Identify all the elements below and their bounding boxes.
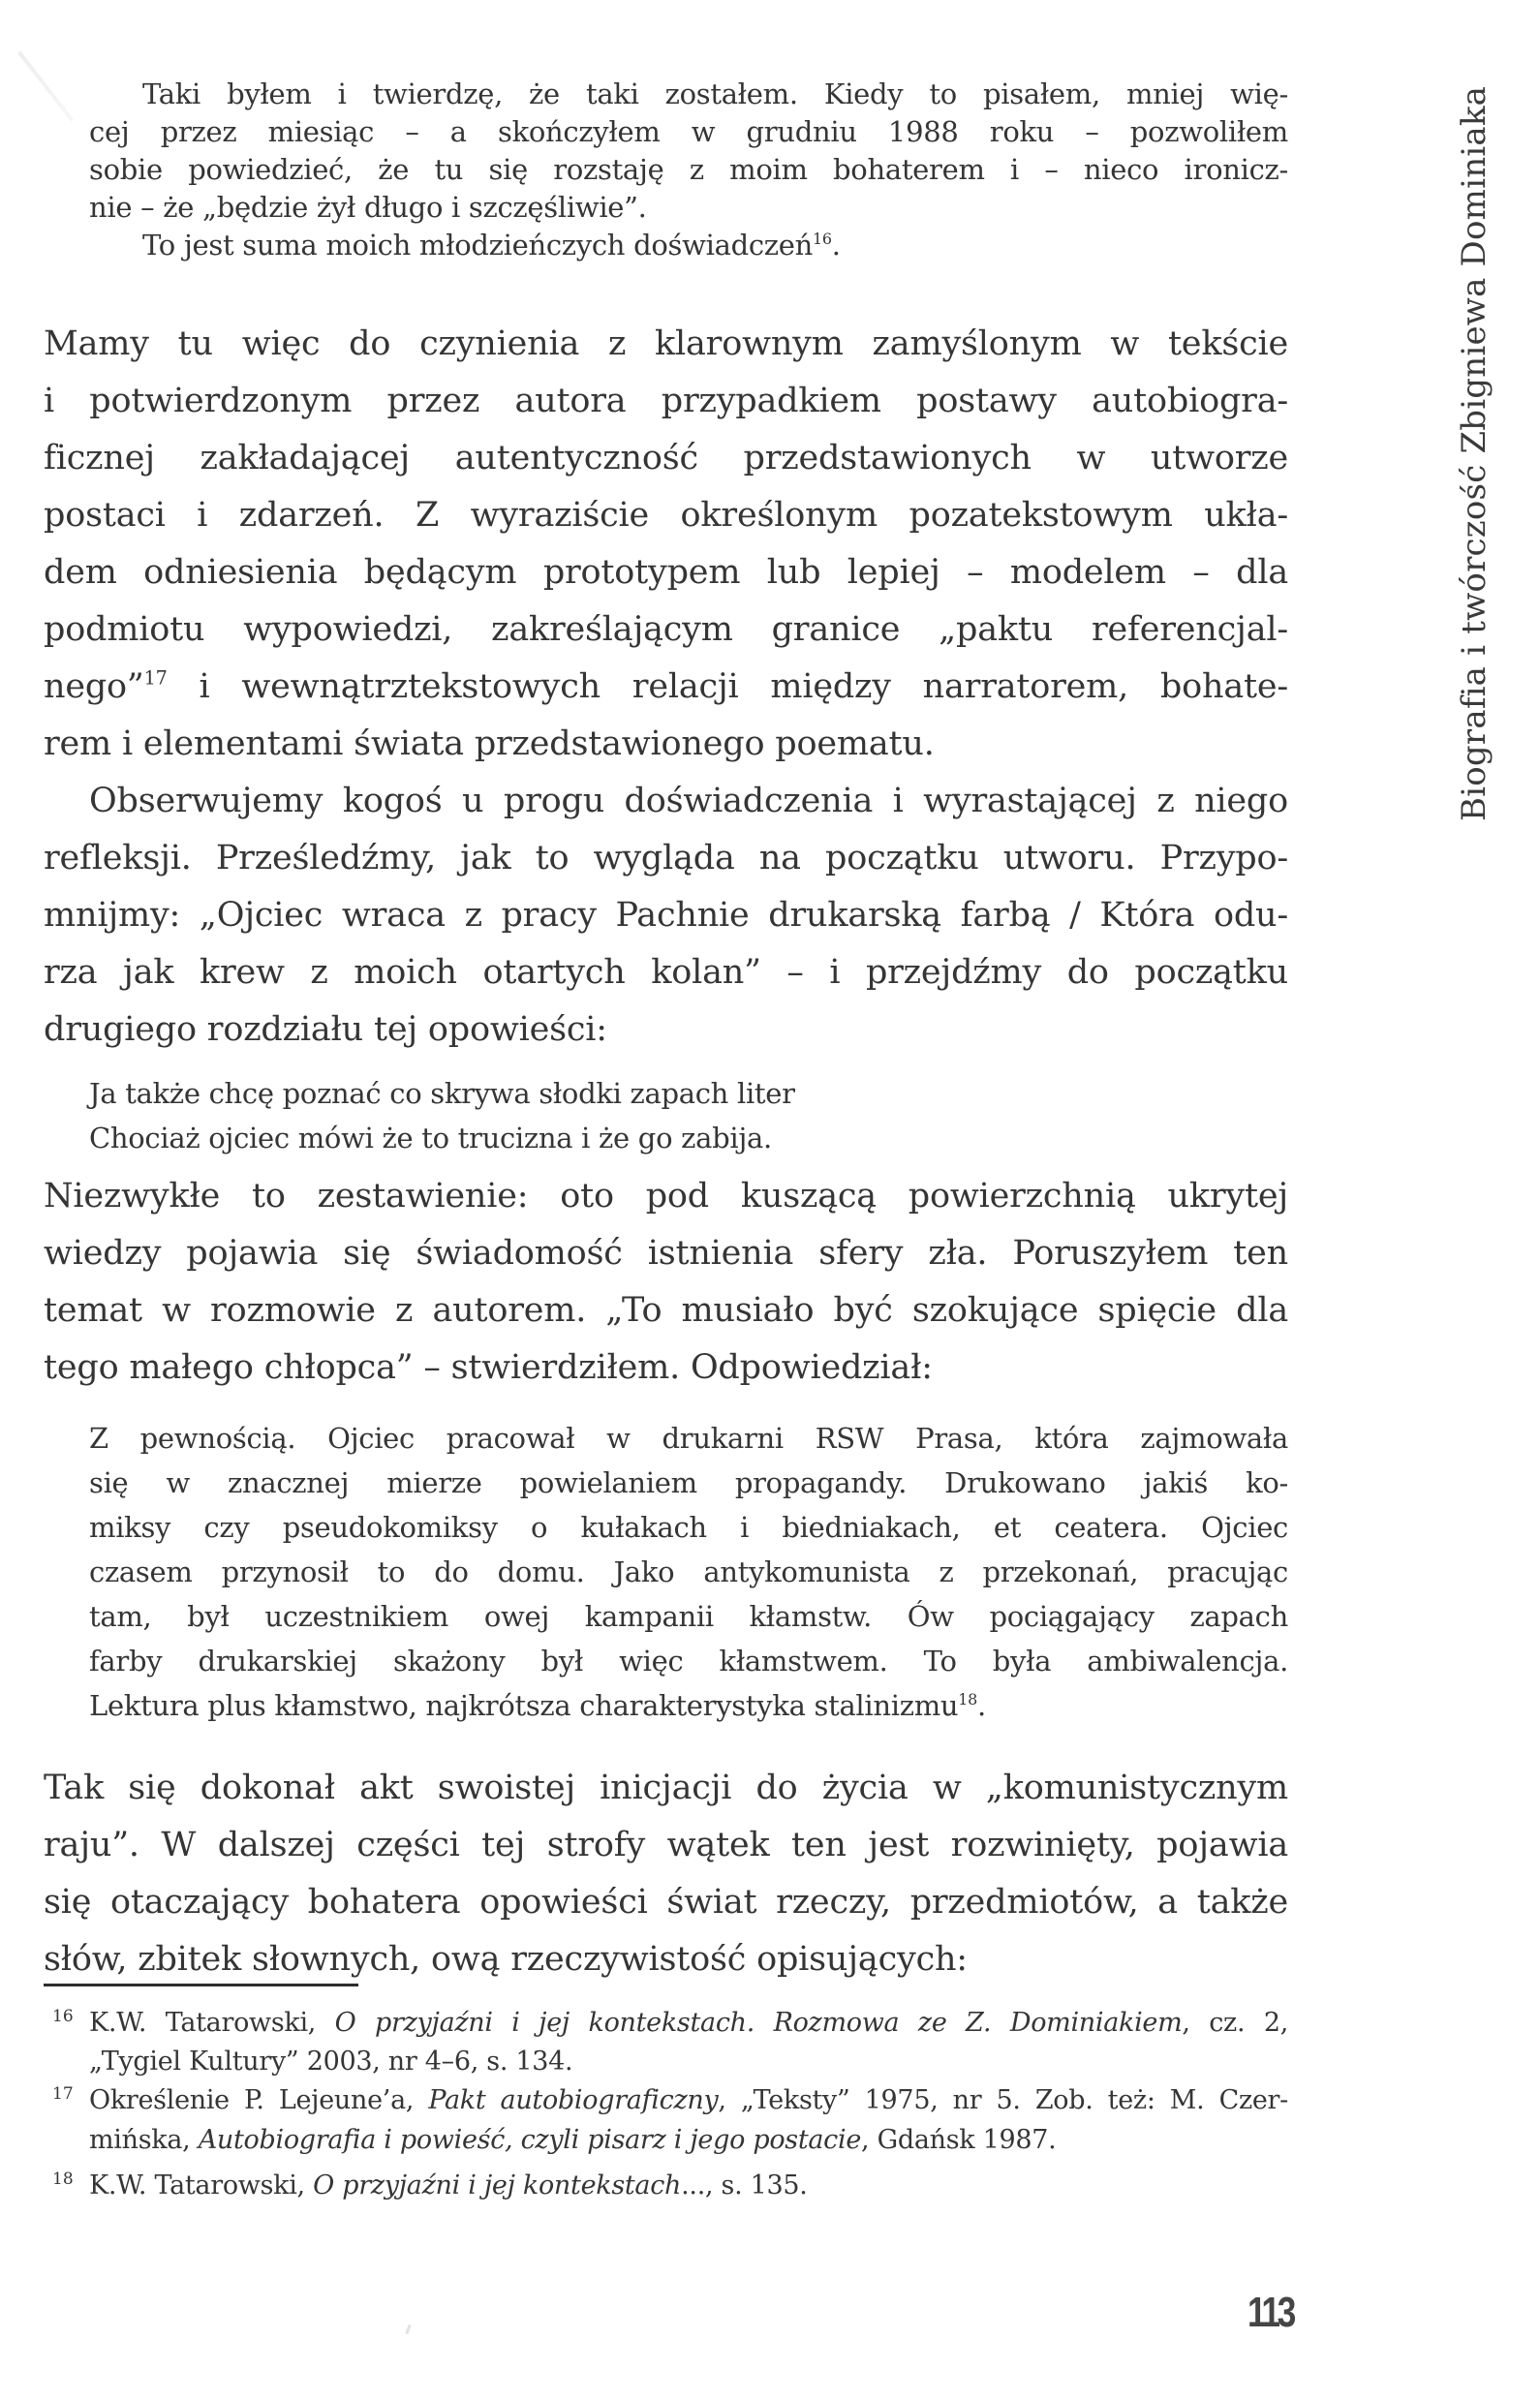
body-line xyxy=(44,659,1288,716)
quote-line: tam, był uczestnikiem owej kampanii kłamstw. Ów pociągający zapach xyxy=(89,1600,1288,1633)
body-line: Tak się dokonał akt swoistej inicjacji do życia w „komunistycznym xyxy=(44,1769,1288,1807)
fn-title: O przyjaźni i jej kontekstach. Rozmowa ze Z. Dominiakiem xyxy=(334,2008,1183,2038)
body-line: i potwierdzonym przez autora przypadkiem postawy autobiogra- xyxy=(44,382,1288,420)
quote-line xyxy=(142,227,1288,264)
page-number: 113 xyxy=(1247,2289,1294,2336)
punct: . xyxy=(831,229,841,262)
body-line: refleksji. Prześledźmy, jak to wygląda na początku utworu. Przypo- xyxy=(44,839,1288,877)
running-head: Biografia i twórczość Zbigniewa Dominiaka xyxy=(1455,85,1494,821)
body-line: drugiego rozdziału tej opowieści: xyxy=(44,1010,607,1049)
body-line: się otaczający bohatera opowieści świat rzeczy, przedmiotów, a także xyxy=(44,1883,1288,1922)
body-line: słów, zbitek słownych, ową rzeczywistość opisujących: xyxy=(44,1940,968,1979)
footnote-ref-17[interactable]: 17 xyxy=(143,666,168,690)
quote-text: Lektura plus kłamstwo, najkrótsza charakterystyka stalinizmu xyxy=(89,1689,959,1722)
footnote-17-line xyxy=(89,2121,1288,2160)
fn-title: O przyjaźni i jej kontekstach xyxy=(313,2170,682,2201)
fn-text: K.W. Tatarowski, xyxy=(89,2008,335,2038)
poem-line: Ja także chcę poznać co skrywa słodki zapach liter xyxy=(89,1077,795,1110)
body-line: tego małego chłopca” – stwierdziłem. Odpowiedział: xyxy=(44,1348,933,1387)
quote-line: czasem przynosił to do domu. Jako antykomunista z przekonań, pracując xyxy=(89,1555,1288,1588)
body-line: Niezwykłe to zestawienie: oto pod kuszącą powierzchnią ukrytej xyxy=(44,1177,1288,1216)
quote-line: nie – że „będzie żył długo i szczęśliwie”. xyxy=(89,191,647,224)
footnote-number: 16 xyxy=(52,2007,74,2026)
footnote-number: 17 xyxy=(52,2084,74,2104)
body-line: ficznej zakładającej autentyczność przedstawionych w utworze xyxy=(44,439,1288,477)
footnote-ref-18[interactable]: 18 xyxy=(958,1689,977,1708)
body-line: podmiotu wypowiedzi, zakreślającym granice „paktu referencjal- xyxy=(44,610,1288,649)
fn-text: K.W. Tatarowski, xyxy=(89,2170,314,2201)
fn-text: mińska, xyxy=(89,2125,199,2155)
body-line: wiedzy pojawia się świadomość istnienia sfery zła. Poruszyłem ten xyxy=(44,1234,1288,1273)
scan-artifact xyxy=(405,2324,411,2334)
body-line: Mamy tu więc do czynienia z klarownym zamyślonym w tekście xyxy=(44,324,1288,363)
fn-title: Pakt autobiograficzny xyxy=(428,2085,719,2115)
quote-line: Z pewnością. Ojciec pracował w drukarni RSW Prasa, która zajmowała xyxy=(89,1422,1288,1455)
footnote-17-line xyxy=(89,2081,1288,2120)
fn-text: Określenie P. Lejeune’a, xyxy=(89,2085,429,2115)
fn-text: , „Teksty” 1975, nr 5. Zob. też: M. Czer- xyxy=(718,2085,1288,2115)
fn-text: , Gdańsk 1987. xyxy=(861,2125,1057,2155)
body-line: Obserwujemy kogoś u progu doświadczenia i wyrastającej z niego xyxy=(89,782,1288,820)
body-line: dem odniesienia będącym prototypem lub lepiej – modelem – dla xyxy=(44,553,1288,592)
footnote-16-line xyxy=(89,2004,1288,2043)
quote-line: farby drukarskiej skażony był więc kłamstwem. To była ambiwalencja. xyxy=(89,1645,1288,1678)
quote-line: miksy czy pseudokomiksy o kułakach i biedniakach, et ceatera. Ojciec xyxy=(89,1511,1288,1544)
footnote-16-line: „Tygiel Kultury” 2003, nr 4–6, s. 134. xyxy=(89,2047,573,2077)
fn-title: Autobiografia i powieść, czyli pisarz i jego postacie xyxy=(198,2125,862,2155)
body-text: nego” xyxy=(44,667,144,706)
punct: . xyxy=(976,1689,986,1722)
quote-line: się w znacznej mierze powielaniem propagandy. Drukowano jakiś ko- xyxy=(89,1466,1288,1499)
body-line: rza jak krew z moich otartych kolan” – i przejdźmy do początku xyxy=(44,953,1288,992)
quote-line: cej przez miesiąc – a skończyłem w grudniu 1988 roku – pozwoliłem xyxy=(89,115,1288,148)
quote-text: To jest suma moich młodzieńczych doświadczeń xyxy=(142,229,813,262)
body-line: postaci i zdarzeń. Z wyraziście określonym pozatekstowym ukła- xyxy=(44,496,1288,535)
poem-line: Chociaż ojciec mówi że to trucizna i że go zabija. xyxy=(89,1122,772,1154)
body-text: i wewnątrztekstowych relacji między narratorem, bohate- xyxy=(167,667,1288,706)
footnote-separator xyxy=(44,1984,358,1986)
body-line: rem i elementami świata przedstawionego poematu. xyxy=(44,724,935,763)
fn-text: ..., s. 135. xyxy=(681,2170,808,2201)
footnote-ref-16[interactable]: 16 xyxy=(813,229,832,248)
fn-text: , cz. 2, xyxy=(1182,2008,1288,2038)
quote-line: Taki byłem i twierdzę, że taki zostałem. Kiedy to pisałem, mniej wię- xyxy=(142,77,1288,110)
body-line: mnijmy: „Ojciec wraca z pracy Pachnie drukarską farbą / Która odu- xyxy=(44,896,1288,935)
quote-line: sobie powiedzieć, że tu się rozstaję z moim bohaterem i – nieco ironicz- xyxy=(89,153,1288,186)
body-line: raju”. W dalszej części tej strofy wątek ten jest rozwinięty, pojawia xyxy=(44,1826,1288,1864)
scan-artifact xyxy=(17,51,75,122)
footnote-18-line xyxy=(89,2167,1288,2205)
quote-line xyxy=(89,1683,1288,1728)
footnote-number: 18 xyxy=(52,2170,74,2189)
body-line: temat w rozmowie z autorem. „To musiało być szokujące spięcie dla xyxy=(44,1291,1288,1330)
